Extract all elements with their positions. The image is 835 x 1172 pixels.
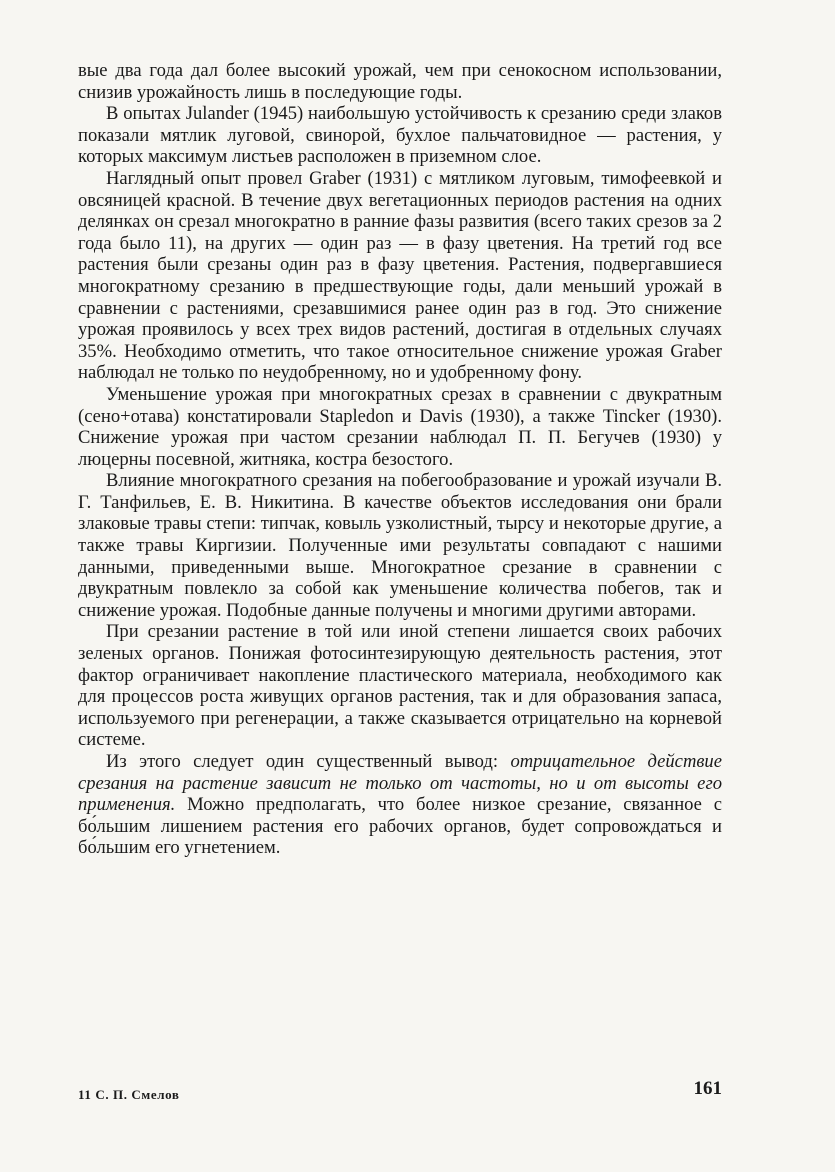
document-page [78, 60, 722, 1170]
conclusion-tail: Можно предполагать, что более низкое срезание, связанное с бо́льшим лишением растения его рабочих органов, будет сопровождаться и бо́льшим его угнетением. [78, 794, 722, 859]
paragraph-5: Влияние многократного срезания на побегообразование и урожай изучали В. Г. Танфильев, Е. В. Никитина. В качестве объектов исследования они брали злаковые травы степи: типчак, ковыль узколистный, тырсу и некоторые другие, а также травы Киргизии. Полученные ими результаты совпадают с нашими данными, приведенными выше. Многократное срезание в сравнении с двукратным повлекло за собой как уменьшение количества побегов, так и снижение урожая. Подобные данные получены и многими другими авторами. [78, 470, 722, 621]
page-footer [78, 1078, 722, 1102]
paragraph-conclusion [78, 751, 722, 859]
paragraph-4: Уменьшение урожая при многократных срезах в сравнении с двукратным (сено+отава) констатировали Stapledon и Davis (1930), а также Tincker (1930). Снижение урожая при частом срезании наблюдал П. П. Бегучев (1930) у люцерны посевной, житняка, костра безостого. [78, 383, 722, 470]
paragraph-6: При срезании растение в той или иной степени лишается своих рабочих зеленых органов. Понижая фотосинтезирующую деятельность растения, этот фактор ограничивает накопление пластического материала, необходимого как для процессов роста живущих органов растения, так и для образования запаса, используемого при регенерации, а также сказывается отрицательно на корневой системе. [78, 621, 722, 751]
paragraph-3: Наглядный опыт провел Graber (1931) с мятликом луговым, тимофеевкой и овсяницей красной. В течение двух вегетационных периодов растения на одних делянках он срезал многократно в ранние фазы развития (всего таких срезов за 2 года было 11), на других — один раз — в фазу цветения. На третий год все растения были срезаны один раз в фазу цветения. Растения, подвергавшиеся многократному срезанию в предшествующие годы, дали меньший урожай в сравнении с растениями, срезавшимися ранее один раз в год. Это снижение урожая проявилось у всех трех видов растений, достигая в отдельных случаях 35%. Необходимо отметить, что такое относительное снижение урожая Graber наблюдал не только по неудобренному, но и удобренному фону. [78, 167, 722, 384]
printer-signature: 11 С. П. Смелов [78, 1087, 180, 1102]
paragraph-2: В опытах Julander (1945) наибольшую устойчивость к срезанию среди злаков показали мятлик луговой, свинорой, бухлое пальчатовидное — растения, у которых максимум листьев расположен в приземном слое. [78, 103, 722, 168]
conclusion-lead: Из этого следует один существенный вывод: [106, 751, 511, 772]
conclusion-emphasis: отрицательное действие срезания на растение зависит не только от частоты, но и от высоты его применения. [78, 751, 722, 816]
paragraph-1: вые два года дал более высокий урожай, чем при сенокосном использовании, снизив урожайность лишь в последующие годы. [78, 60, 722, 103]
page-number: 161 [693, 1078, 722, 1099]
